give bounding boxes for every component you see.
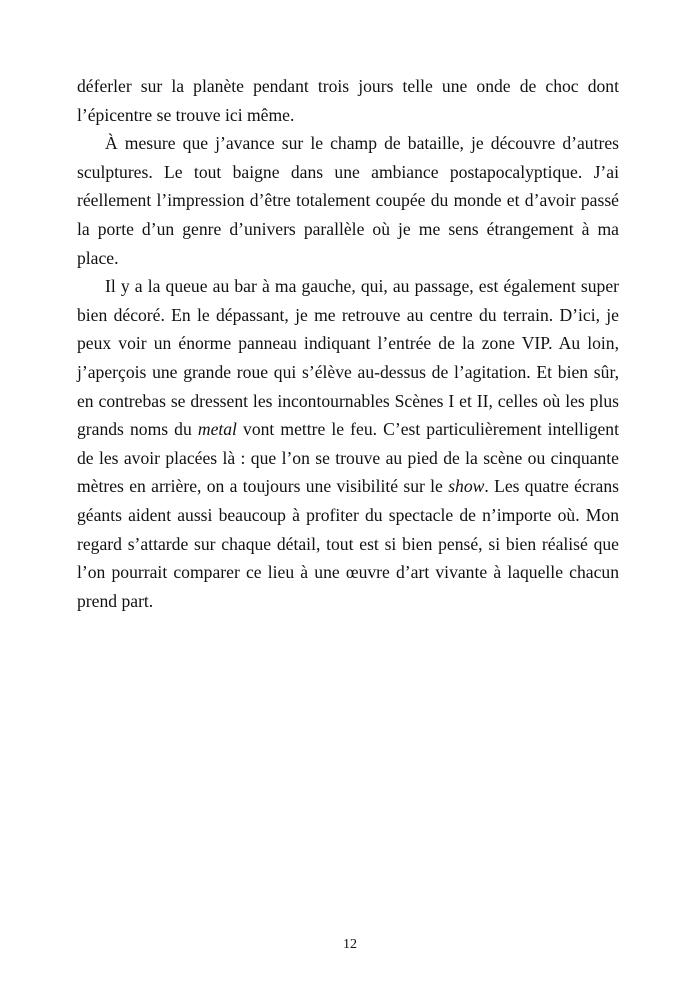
text-segment: . Les quatre écrans géants aident aussi beaucoup à profiter du spectacle de n’importe où. Mon regard s’attarde sur chaque détail, tout est si bien pensé, si bien réalisé que l’on pourrait comparer ce lieu à une œuvre d’art vivante à laquelle chacun prend part. <box>77 476 620 611</box>
page-number: 12 <box>343 937 357 952</box>
text-segment: vont mettre le feu. C’est particulièrement intelligent de les avoir placées là : que l’on se trouve au pied de la scène ou cinquante mètres en arrière, on a toujours une visibilité sur le <box>77 419 619 497</box>
body-text <box>77 72 619 615</box>
text-segment: Il y a la queue au bar à ma gauche, qui, au passage, est également super bien décoré. En le dépassant, je me retrouve au centre du terrain. D’ici, je peux voir un énorme panneau indiquant l’entrée de la zone VIP. Au loin, j’aperçois une grande roue qui s’élève au-dessus de l’agitation. Et bien sûr, en contrebas se dressent les incontournables Scènes I et II, celles où les plus grands noms du <box>77 276 619 440</box>
text-segment: déferler sur la planète pendant trois jours telle une onde de choc dont l’épicentre se trouve ici même. <box>77 76 619 125</box>
text-segment: À mesure que j’avance sur le champ de bataille, je découvre d’autres sculptures. Le tout baigne dans une ambiance postapocalyptique. J’ai réellement l’impression d’être totalement coupée du monde et d’avoir passé la porte d’un genre d’univers parallèle où je me sens étrangement à ma place. <box>77 133 619 268</box>
paragraph-1 <box>77 72 619 129</box>
paragraph-3 <box>77 272 619 615</box>
paragraph-2 <box>77 129 619 272</box>
italic-text-segment: show <box>448 476 485 497</box>
italic-text-segment: metal <box>197 419 237 440</box>
